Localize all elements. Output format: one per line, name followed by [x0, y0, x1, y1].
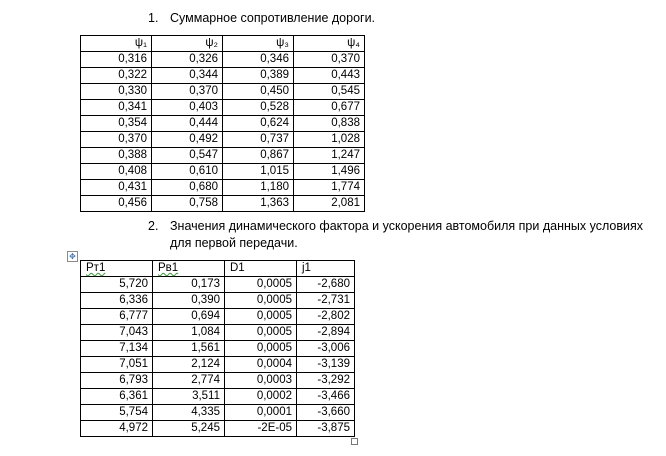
table-cell: 1,180: [223, 180, 294, 196]
table-cell: 1,363: [223, 196, 294, 212]
table-cell: 0,680: [152, 180, 223, 196]
table-cell: 0,370: [152, 84, 223, 100]
table-cell: 0,389: [223, 68, 294, 84]
table-cell: 0,838: [294, 116, 365, 132]
table-cell: 0,610: [152, 164, 223, 180]
table-cell: 2,081: [294, 196, 365, 212]
table-cell: 0,547: [152, 148, 223, 164]
table-cell: 0,867: [223, 148, 294, 164]
table-cell: 0,758: [152, 196, 223, 212]
table-cell: 0,322: [81, 68, 152, 84]
table-cell: 0,344: [152, 68, 223, 84]
table-row: [81, 196, 365, 212]
table-move-handle-icon[interactable]: ✥: [67, 251, 78, 262]
table-cell: 0,173: [153, 277, 225, 293]
table-cell: -2,731: [297, 293, 355, 309]
table-row: [81, 84, 365, 100]
table-cell: -3,875: [297, 421, 355, 437]
table-cell: 1,774: [294, 180, 365, 196]
table-row: [81, 389, 355, 405]
table-cell: 0,0005: [225, 277, 297, 293]
table-cell: 4,335: [153, 405, 225, 421]
table-cell: -2,680: [297, 277, 355, 293]
table-cell: 0,694: [153, 309, 225, 325]
table-row: [81, 132, 365, 148]
table-cell: 5,720: [81, 277, 153, 293]
table-cell: 1,247: [294, 148, 365, 164]
table-header-row: [81, 36, 365, 52]
section-1-title: Суммарное сопротивление дороги.: [170, 11, 376, 25]
table-cell: 0,444: [152, 116, 223, 132]
section-2-heading: [148, 218, 643, 252]
table-cell: 0,0001: [225, 405, 297, 421]
table-cell: 0,431: [81, 180, 152, 196]
table-row: [81, 148, 365, 164]
table-cell: 4,972: [81, 421, 153, 437]
table-row: [81, 309, 355, 325]
table-row: [81, 68, 365, 84]
table-cell: 0,326: [152, 52, 223, 68]
section-1-number: 1.: [148, 11, 159, 25]
table-cell: 0,677: [294, 100, 365, 116]
table-cell: 0,0005: [225, 309, 297, 325]
table-cell: 0,370: [294, 52, 365, 68]
table-cell: 0,403: [152, 100, 223, 116]
table-cell: 6,361: [81, 389, 153, 405]
table-cell: 7,051: [81, 357, 153, 373]
table-cell: 1,028: [294, 132, 365, 148]
table-row: [81, 357, 355, 373]
header-cell: ψ₃: [223, 36, 294, 52]
table-cell: 2,774: [153, 373, 225, 389]
table-cell: 0,370: [81, 132, 152, 148]
table-cell: 7,134: [81, 341, 153, 357]
table-resize-handle[interactable]: [351, 438, 358, 445]
table-cell: 6,777: [81, 309, 153, 325]
table-row: [81, 341, 355, 357]
table-row: [81, 100, 365, 116]
table-cell: 5,754: [81, 405, 153, 421]
table-cell: 1,015: [223, 164, 294, 180]
table-row: [81, 405, 355, 421]
table-cell: -3,660: [297, 405, 355, 421]
table-cell: -3,139: [297, 357, 355, 373]
table-row: [81, 293, 355, 309]
table-row: [81, 180, 365, 196]
dynamic-factor-table: [80, 260, 355, 437]
table-row: [81, 164, 365, 180]
table-cell: 0,388: [81, 148, 152, 164]
header-cell: ψ₂: [152, 36, 223, 52]
table-cell: 0,528: [223, 100, 294, 116]
table-cell: 0,408: [81, 164, 152, 180]
section-1-heading: [148, 10, 375, 27]
table-cell: -2,802: [297, 309, 355, 325]
table-cell: 0,390: [153, 293, 225, 309]
table-cell: 7,043: [81, 325, 153, 341]
table-cell: 1,084: [153, 325, 225, 341]
table-cell: 0,0004: [225, 357, 297, 373]
table-cell: -3,292: [297, 373, 355, 389]
table-cell: 0,737: [223, 132, 294, 148]
table-cell: 2,124: [153, 357, 225, 373]
table-row: [81, 421, 355, 437]
section-2-title-line-1: Значения динамического фактора и ускорения автомобиля при данных условиях: [170, 219, 643, 233]
section-2-title-line-2: для первой передачи.: [170, 236, 298, 250]
header-cell: ψ₄: [294, 36, 365, 52]
table-row: [81, 116, 365, 132]
header-cell: D1: [225, 261, 297, 277]
table-cell: 0,450: [223, 84, 294, 100]
table-row: [81, 52, 365, 68]
header-cell: j1: [297, 261, 355, 277]
table-cell: 0,0005: [225, 341, 297, 357]
table-cell: 0,354: [81, 116, 152, 132]
table-cell: 0,0005: [225, 325, 297, 341]
section-2-number: 2.: [148, 219, 159, 233]
table-cell: 0,0005: [225, 293, 297, 309]
table-cell: 0,492: [152, 132, 223, 148]
table-cell: 0,545: [294, 84, 365, 100]
table-cell: 0,341: [81, 100, 152, 116]
table-cell: 0,346: [223, 52, 294, 68]
header-cell: Рв1: [153, 261, 225, 277]
table-cell: 6,336: [81, 293, 153, 309]
header-cell: ψ₁: [81, 36, 152, 52]
header-cell: Рт1: [81, 261, 153, 277]
table-cell: -2,894: [297, 325, 355, 341]
table-row: [81, 373, 355, 389]
table-cell: 0,443: [294, 68, 365, 84]
table-row: [81, 325, 355, 341]
road-resistance-table: [80, 35, 365, 212]
table-cell: 0,0003: [225, 373, 297, 389]
table-cell: 0,0002: [225, 389, 297, 405]
table-header-row: [81, 261, 355, 277]
table-cell: 3,511: [153, 389, 225, 405]
table-row: [81, 277, 355, 293]
table-cell: -3,006: [297, 341, 355, 357]
table-cell: -3,466: [297, 389, 355, 405]
table-cell: 0,456: [81, 196, 152, 212]
table-cell: 5,245: [153, 421, 225, 437]
table-cell: 0,316: [81, 52, 152, 68]
table-cell: 6,793: [81, 373, 153, 389]
table-cell: 0,330: [81, 84, 152, 100]
table-cell: 1,561: [153, 341, 225, 357]
table-cell: 0,624: [223, 116, 294, 132]
table-cell: -2E-05: [225, 421, 297, 437]
table-cell: 1,496: [294, 164, 365, 180]
